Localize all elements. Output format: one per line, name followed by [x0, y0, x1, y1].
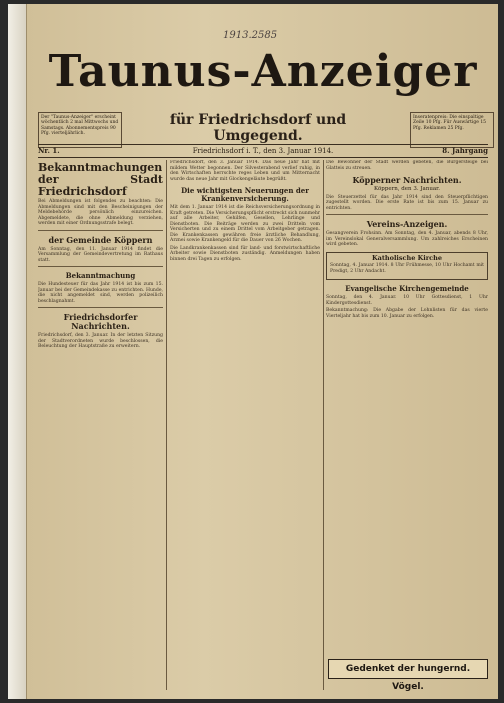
ear-box-left: Der "Taunus-Anzeiger" erscheint wöchentlich 2 mal Mittwochs und Samstags. Abonnementspreis 90 Pfg. vierteljährlich.	[38, 112, 122, 148]
notice-title: Katholische Kirche	[372, 253, 442, 262]
column-rule-2	[323, 160, 324, 690]
column-2	[170, 160, 320, 690]
divider	[326, 214, 488, 215]
divider	[38, 230, 163, 231]
announcements-heading: Bekanntmachungen der Stadt Friedrichsdorf	[38, 161, 163, 198]
column-3	[326, 160, 488, 690]
column-1	[38, 160, 163, 690]
section-heading: Vereins-Anzeigen.	[366, 219, 448, 229]
article-text: Bekanntmachung: Die Abgabe der Lohnlisten für das vierte Vierteljahr hat bis zum 10. Januar zu erfolgen.	[326, 308, 488, 319]
article-text: Friedrichsdorf, den 3. Januar 1914. Das neue Jahr hat mit mildem Wetter begonnen. Der Silvesterabend verlief ruhig, in den Wirtschaften herrschte reges Leben und um Mitternacht wurde das neue Jahr mit Glockengeläute begrüßt.	[170, 160, 320, 182]
section-heading: der Gemeinde Köppern	[48, 234, 153, 245]
article-text: Mit dem 1. Januar 1914 ist die Reichsversicherungsordnung in Kraft getreten. Die Versicherungspflicht erstreckt sich nunmehr auf alle Arbeiter, Gehilfen, Gesellen, Lehrlinge und Dienstboten. Die Beiträge werden zu zwei Dritteln vom Versicherten und zu einem Drittel vom Arbeitgeber getragen. Die Krankenkassen gewähren freie ärztliche Behandlung, Arznei sowie Krankengeld für die Dauer von 26 Wochen.	[170, 205, 320, 243]
divider	[38, 307, 163, 308]
notice-text: Sonntag, 4. Januar 1914. 8 Uhr Frühmesse, 10 Uhr Hochamt mit Predigt, 2 Uhr Andacht.	[330, 263, 484, 274]
article-text: Die Bewohner der Stadt werden gebeten, die Bürgersteige bei Glatteis zu streuen.	[326, 160, 488, 171]
article-heading: Die wichtigsten Neuerungen der Krankenversicherung.	[181, 186, 309, 203]
article-text: Am Sonntag, den 11. Januar 1914 findet die Versammlung der Gemeindevertretung im Rathaus statt.	[38, 246, 163, 263]
article-text: Bei Abmeldungen ist folgendes zu beachten: Die Abmeldungen sind mit den Bescheinigungen der Meldebehörde persönlich einzureichen. Abgemeldete, die ohne Abmeldung verziehen, werden mit einer Ordnungsstrafe belegt.	[38, 199, 163, 226]
ear-box-right: Inseratenpreis: Die einspaltige Zeile 10 Pfg. Für Auswärtige 15 Pfg. Reklamen 25 Pfg.	[410, 112, 494, 148]
issue-number: Nr. 1.	[38, 146, 60, 155]
article-text: Friedrichsdorf, den 3. Januar. In der letzten Sitzung der Stadtverordneten wurde beschlossen, die Beleuchtung der Hauptstraße zu erweitern.	[38, 333, 163, 349]
issue-date: Friedrichsdorf i. T., den 3. Januar 1914.	[192, 147, 334, 155]
section-heading: Friedrichsdorfer Nachrichten.	[63, 312, 138, 331]
article-text: Die Hundesteuer für das Jahr 1914 ist bis zum 15. Januar bei der Gemeindekasse zu entrichten. Hunde, die nicht angemeldet sind, werden polizeilich beschlagnahmt.	[38, 282, 163, 304]
column-rule-1	[166, 160, 167, 690]
masthead-subtitle: für Friedrichsdorf und Umgegend.	[169, 112, 347, 144]
article-text: Gesangverein Frohsinn. Am Sonntag, den 4. Januar, abends 8 Uhr, im Vereinslokal Generalversammlung. Um zahlreiches Erscheinen wird gebeten.	[326, 231, 488, 247]
section-heading: Evangelische Kirchengemeinde	[345, 284, 469, 293]
article-text: Die Steuerzettel für das Jahr 1914 sind den Steuerpflichtigen zugestellt worden. Die erste Rate ist bis zum 15. Januar zu entrichten.	[326, 194, 488, 211]
article-text: Sonntag, den 4. Januar. 10 Uhr Gottesdienst, 1 Uhr Kindergottesdienst.	[326, 295, 488, 306]
newspaper-page	[8, 4, 498, 699]
issue-year: 8. Jahrgang	[442, 146, 488, 155]
archive-annotation: 1913.2585	[223, 30, 278, 41]
article-text: Die Landkrankenkassen sind für land- und forstwirtschaftliche Arbeiter sowie Dienstboten zuständig. Anmeldungen haben binnen drei Tagen zu erfolgen.	[170, 245, 320, 262]
dateline	[38, 144, 488, 158]
page-spine	[8, 4, 27, 699]
bird-appeal-banner: Gedenket der hungernd. Vögel.	[328, 659, 488, 679]
notice-box	[326, 252, 488, 281]
masthead-title: Taunus-Anzeiger	[48, 46, 478, 97]
section-heading: Bekanntmachung	[65, 271, 136, 280]
divider	[38, 266, 163, 267]
section-heading: Köpperner Nachrichten.	[352, 175, 462, 185]
article-dateline: Köppern, den 3. Januar.	[374, 186, 440, 192]
